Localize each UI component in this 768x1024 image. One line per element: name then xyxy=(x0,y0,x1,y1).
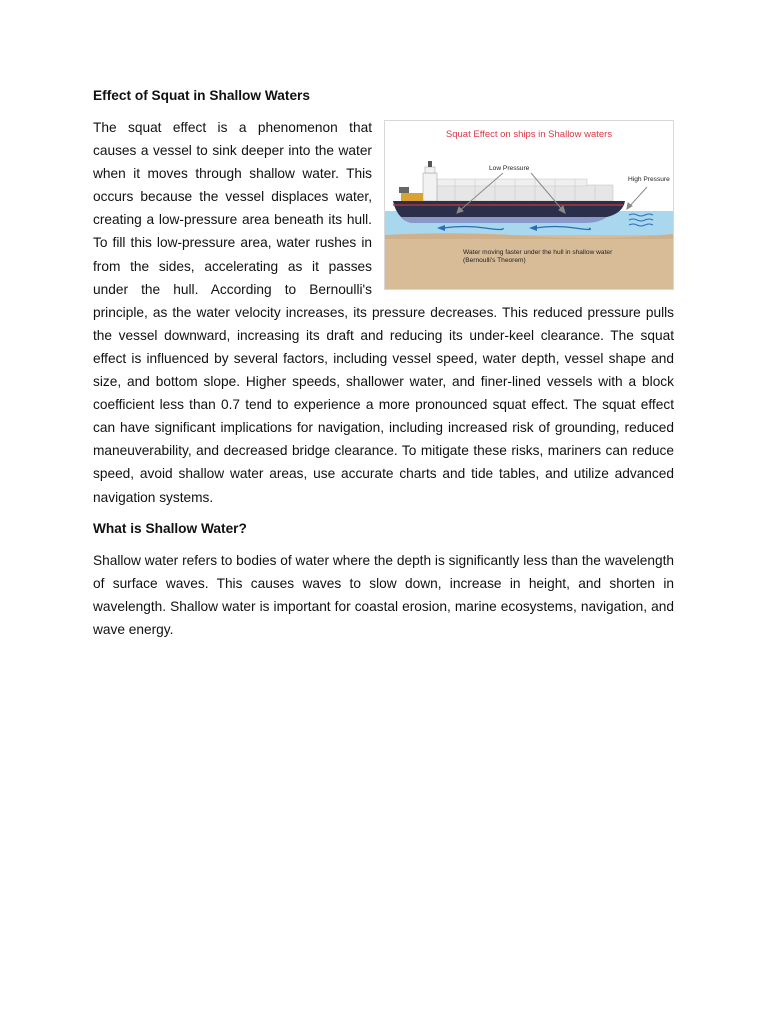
ship-superstructure xyxy=(399,161,437,201)
squat-effect-figure xyxy=(384,120,674,290)
squat-effect-paragraph: The squat effect is a phenomenon that causes a vessel to sink deeper into the water when it moves through shallow water. This occurs because the vessel displaces water, creating a low-pressure area beneath its hull. To fill this low-pressure area, water rushes in from the sides, accelerating as it passes under the hull. According to Bernoulli's principle, as the water velocity increases, its pressure decreases. This reduced pressure pulls the vessel downward, increasing its draft and reducing its under-keel clearance. The squat effect is influenced by several factors, including vessel speed, water depth, vessel shape and size, and bottom slope. Higher speeds, shallower water, and finer-lined vessels with a block coefficient less than 0.7 tend to experience a more pronounced squat effect. The squat effect can have significant implications for navigation, including increased risk of grounding, reduced maneuverability, and decreased bridge clearance. To mitigate these risks, mariners can reduce speed, avoid shallow water areas, use accurate charts and tide tables, and utilize advanced navigation systems. xyxy=(93,120,674,505)
section-heading-squat-effect: Effect of Squat in Shallow Waters xyxy=(93,88,310,103)
container-stack xyxy=(437,179,613,201)
high-pressure-label: High Pressure xyxy=(628,176,670,183)
document-body xyxy=(93,86,674,641)
under-hull-label: Water moving faster under the hull in shallow water (Bernoulli's Theorem) xyxy=(463,249,613,264)
shallow-water-paragraph: Shallow water refers to bodies of water where the depth is significantly less than the wavelength of surface waves. This causes waves to slow down, increase in height, and shorten in wavelength. Shallow water is important for coastal erosion, marine ecosystems, navigation, and wave energy. xyxy=(93,552,674,637)
figure-title: Squat Effect on ships in Shallow waters xyxy=(445,129,613,140)
section-heading-shallow-water: What is Shallow Water? xyxy=(93,520,247,536)
ship-hull xyxy=(393,201,625,217)
low-pressure-label: Low Pressure xyxy=(489,165,530,172)
